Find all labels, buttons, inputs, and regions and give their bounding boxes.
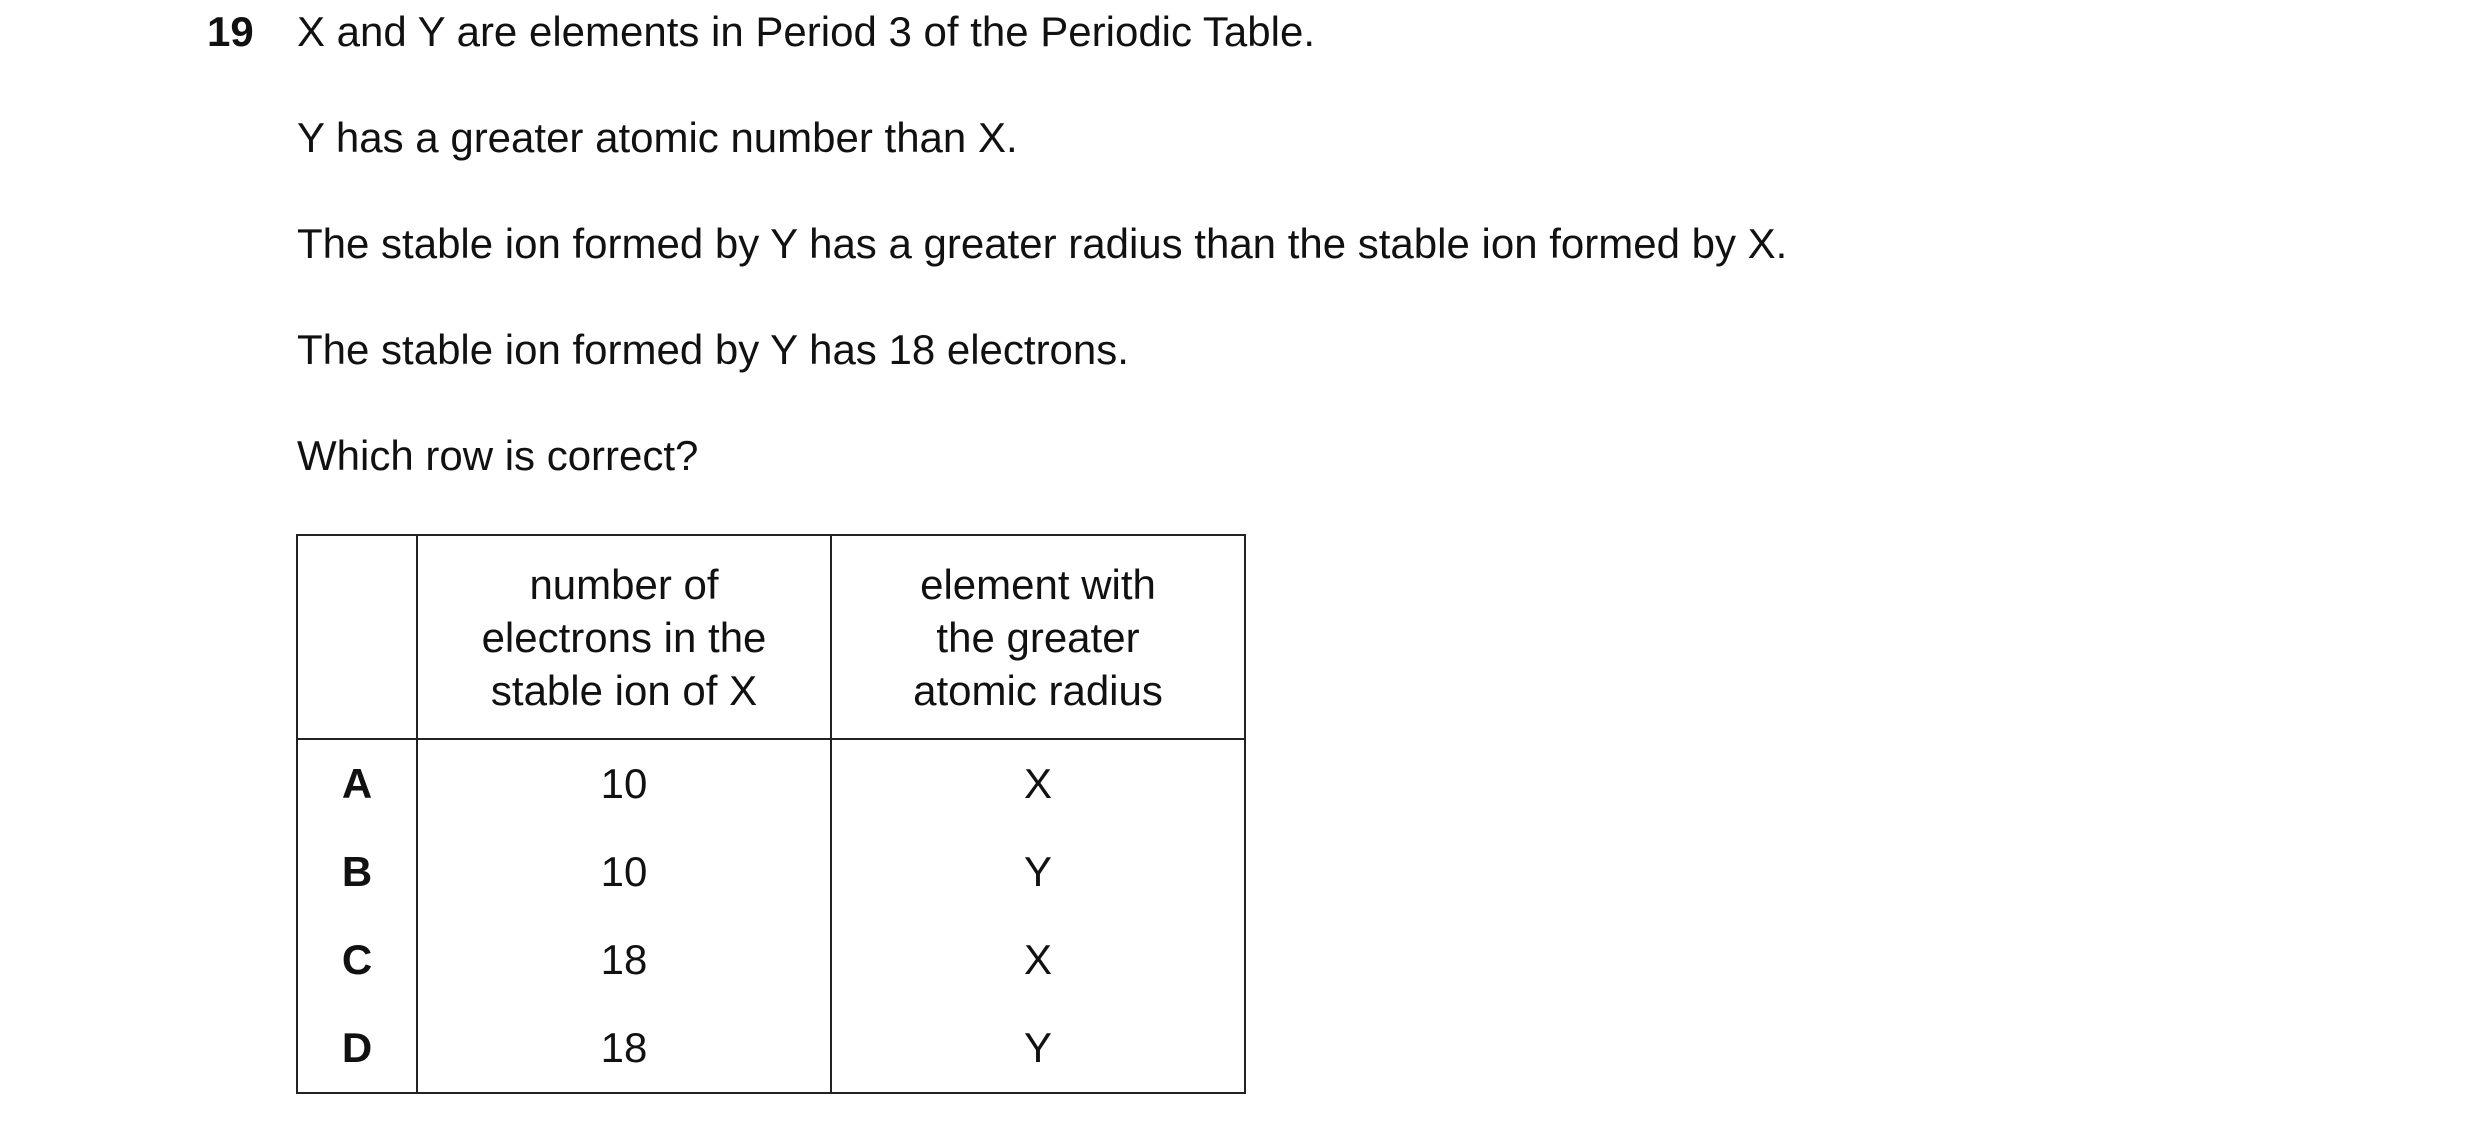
question-line-1: X and Y are elements in Period 3 of the Periodic Table. (297, 8, 1315, 55)
element-value: X (831, 739, 1245, 828)
option-letter: B (297, 828, 417, 916)
element-value: Y (831, 828, 1245, 916)
header-electrons-column (417, 535, 831, 739)
question-prompt: Which row is correct? (297, 432, 699, 479)
option-letter: C (297, 916, 417, 1004)
table-row (297, 916, 1245, 1004)
electrons-value: 18 (417, 1004, 831, 1093)
header-electrons-line-2: electrons in the (481, 613, 767, 661)
table-header-row (297, 535, 1245, 739)
element-value: X (831, 916, 1245, 1004)
table-row (297, 739, 1245, 828)
table-row (297, 1004, 1245, 1093)
question-line-3: The stable ion formed by Y has a greater radius than the stable ion formed by X. (297, 220, 1788, 267)
electrons-value: 18 (417, 916, 831, 1004)
header-electrons-line-3: stable ion of X (490, 666, 758, 714)
question-line-2: Y has a greater atomic number than X. (297, 114, 1018, 161)
header-element-column (831, 535, 1245, 739)
electrons-value: 10 (417, 739, 831, 828)
question-line-4: The stable ion formed by Y has 18 electrons. (297, 326, 1129, 373)
element-value: Y (831, 1004, 1245, 1093)
option-letter: D (297, 1004, 417, 1093)
option-letter: A (297, 739, 417, 828)
header-option-column (297, 535, 417, 739)
electrons-value: 10 (417, 828, 831, 916)
header-element-line-3: atomic radius (913, 666, 1163, 714)
answer-table (296, 534, 1246, 1094)
header-electrons-line-1: number of (529, 560, 719, 608)
table-row (297, 828, 1245, 916)
question-number: 19 (207, 8, 254, 55)
header-element-line-2: the greater (936, 613, 1140, 661)
header-element-line-1: element with (920, 560, 1156, 608)
